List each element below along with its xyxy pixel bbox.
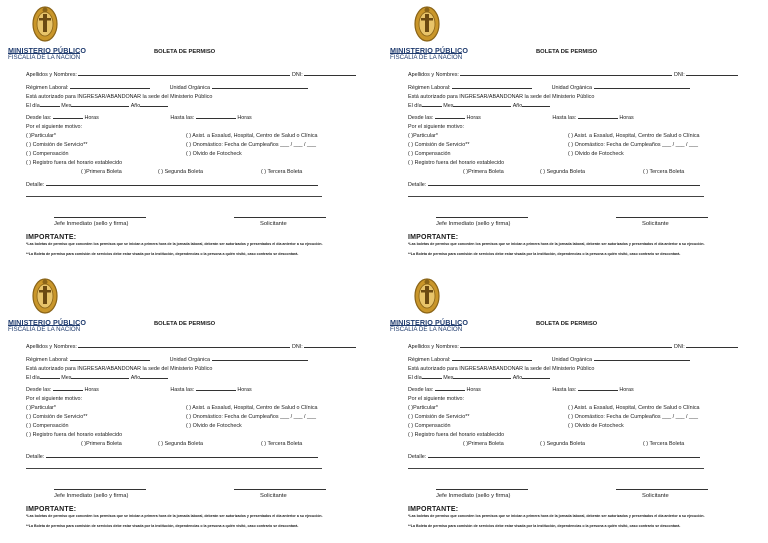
opt-onomastico[interactable]: ( ) Onomástico: Fecha de Cumpleaños ___ / ___ / ___ <box>568 414 699 420</box>
autorizado-text: Está autorizado para INGRESAR/ABANDONAR la sede del Ministerio Público <box>26 94 213 100</box>
unidad-field[interactable] <box>594 355 690 361</box>
anio-label: Año <box>130 103 141 109</box>
detalle-line <box>408 468 704 469</box>
opt-tercera[interactable]: ( ) Tercera Boleta <box>261 169 303 175</box>
opt-asist[interactable]: ( ) Asist. a Essalud, Hospital, Centro de Salud o Clínica <box>186 133 318 139</box>
mes-label: Mes <box>443 375 454 381</box>
solicitante-signature-line <box>234 489 326 490</box>
regimen-label: Régimen Laboral: <box>408 85 451 91</box>
opt-olvido[interactable]: ( ) Olvido de Fotocheck <box>186 423 242 429</box>
dni-field[interactable] <box>686 342 738 348</box>
unidad-label: Unidad Orgánica <box>169 85 211 91</box>
apellidos-field[interactable] <box>78 70 290 76</box>
opt-registro[interactable]: ( ) Registro fuera del horario establecido <box>26 432 123 438</box>
horas-label: Horas <box>237 115 252 121</box>
apellidos-row <box>408 342 738 350</box>
motivo-label: Por el siguiente motivo: <box>26 396 83 402</box>
autorizado-text: Está autorizado para INGRESAR/ABANDONAR la sede del Ministerio Público <box>26 366 213 372</box>
detalle-row <box>408 452 700 460</box>
opt-segunda[interactable]: ( ) Segunda Boleta <box>540 441 585 447</box>
unidad-label: Unidad Orgánica <box>551 85 593 91</box>
ministerio-logo <box>390 4 470 62</box>
unidad-label: Unidad Orgánica <box>169 357 211 363</box>
detalle-label: Detalle: <box>408 182 427 188</box>
jefe-signature-line <box>436 217 528 218</box>
note-2: **La Boleta de permiso para comisión de servicios debe estar visada por la institución, dependencias o la persona a quién visitó, caso contrario se descontará. <box>26 252 299 256</box>
hasta-label: Hasta las: <box>552 387 577 393</box>
motivo-label: Por el siguiente motivo: <box>26 124 83 130</box>
form-title: BOLETA DE PERMISO <box>536 321 598 327</box>
detalle-line <box>408 196 704 197</box>
solicitante-label: Solicitante <box>642 221 669 227</box>
detalle-line <box>26 468 322 469</box>
fecha-row <box>408 101 550 109</box>
importante-label: IMPORTANTE: <box>26 234 77 241</box>
emblem-icon <box>412 276 442 316</box>
dni-label: DNI: <box>291 344 303 350</box>
opt-asist[interactable]: ( ) Asist. a Essalud, Hospital, Centro de Salud o Clínica <box>568 133 700 139</box>
opt-comision[interactable]: ( ) Comisión de Servicio** <box>26 142 88 148</box>
apellidos-row <box>408 70 738 78</box>
regimen-row <box>408 83 690 91</box>
horas-label: Horas <box>619 387 634 393</box>
form-title: BOLETA DE PERMISO <box>536 49 598 55</box>
opt-comision[interactable]: ( ) Comisión de Servicio** <box>408 414 470 420</box>
anio-field[interactable] <box>522 373 550 379</box>
desde-label: Desde las: <box>26 115 52 121</box>
solicitante-signature-line <box>616 489 708 490</box>
apellidos-label: Apellidos y Nombres: <box>26 344 77 350</box>
jefe-label: Jefe Inmediato (sello y firma) <box>54 493 129 499</box>
opt-particular[interactable]: ( )Particular* <box>408 133 438 139</box>
mes-field[interactable] <box>71 373 129 379</box>
solicitante-label: Solicitante <box>260 221 287 227</box>
desde-field[interactable] <box>53 385 83 391</box>
dia-label: El día <box>26 375 40 381</box>
motivo-label: Por el siguiente motivo: <box>408 124 465 130</box>
apellidos-field[interactable] <box>460 342 672 348</box>
hasta-label: Hasta las: <box>170 387 195 393</box>
jefe-label: Jefe Inmediato (sello y firma) <box>436 493 511 499</box>
permit-form-1 <box>6 2 376 267</box>
anio-label: Año <box>512 103 523 109</box>
note-1: *Las boletas de permiso que conceden los permisos que se inician a primera hora de la jornada laboral, deberán ser autorizados y presentados el día anterior a su ejecución. <box>26 514 323 518</box>
detalle-row <box>26 180 318 188</box>
regimen-label: Régimen Laboral: <box>408 357 451 363</box>
hasta-label: Hasta las: <box>552 115 577 121</box>
fecha-row <box>26 101 168 109</box>
opt-registro[interactable]: ( ) Registro fuera del horario establecido <box>408 160 505 166</box>
desde-field[interactable] <box>53 113 83 119</box>
apellidos-row <box>26 342 356 350</box>
opt-onomastico[interactable]: ( ) Onomástico: Fecha de Cumpleaños ___ / ___ / ___ <box>186 414 317 420</box>
fecha-row <box>26 373 168 381</box>
dni-field[interactable] <box>304 70 356 76</box>
opt-registro[interactable]: ( ) Registro fuera del horario establecido <box>26 160 123 166</box>
apellidos-label: Apellidos y Nombres: <box>408 72 459 78</box>
horas-label: Horas <box>84 115 99 121</box>
dia-field[interactable] <box>40 373 60 379</box>
opt-particular[interactable]: ( )Particular* <box>408 405 438 411</box>
dni-field[interactable] <box>304 342 356 348</box>
regimen-field[interactable] <box>70 355 150 361</box>
detalle-field[interactable] <box>428 180 700 186</box>
dia-label: El día <box>26 103 40 109</box>
apellidos-field[interactable] <box>78 342 290 348</box>
detalle-row <box>408 180 700 188</box>
permit-form-4 <box>388 274 758 539</box>
opt-tercera[interactable]: ( ) Tercera Boleta <box>643 441 685 447</box>
anio-label: Año <box>130 375 141 381</box>
note-2: **La Boleta de permiso para comisión de servicios debe estar visada por la institución, dependencias o la persona a quién visitó, caso contrario se descontará. <box>26 524 299 528</box>
anio-field[interactable] <box>140 101 168 107</box>
emblem-icon <box>30 276 60 316</box>
anio-label: Año <box>512 375 523 381</box>
mes-field[interactable] <box>453 101 511 107</box>
opt-segunda[interactable]: ( ) Segunda Boleta <box>540 169 585 175</box>
note-2: **La Boleta de permiso para comisión de servicios debe estar visada por la institución, dependencias o la persona a quién visitó, caso contrario se descontará. <box>408 252 681 256</box>
unidad-field[interactable] <box>212 355 308 361</box>
solicitante-signature-line <box>616 217 708 218</box>
horas-label: Horas <box>237 387 252 393</box>
detalle-field[interactable] <box>46 180 318 186</box>
org-subname: FISCALÍA DE LA NACIÓN <box>8 54 81 61</box>
opt-olvido[interactable]: ( ) Olvido de Fotocheck <box>568 151 624 157</box>
org-subname: FISCALÍA DE LA NACIÓN <box>390 54 463 61</box>
ministerio-logo <box>390 276 470 334</box>
opt-asist[interactable]: ( ) Asist. a Essalud, Hospital, Centro de Salud o Clínica <box>186 405 318 411</box>
opt-particular[interactable]: ( )Particular* <box>26 133 56 139</box>
permit-form-2 <box>388 2 758 267</box>
unidad-field[interactable] <box>594 83 690 89</box>
hasta-label: Hasta las: <box>170 115 195 121</box>
dia-field[interactable] <box>422 373 442 379</box>
motivo-label: Por el siguiente motivo: <box>408 396 465 402</box>
detalle-label: Detalle: <box>26 454 45 460</box>
hasta-field[interactable] <box>196 385 236 391</box>
dia-label: El día <box>408 103 422 109</box>
dia-field[interactable] <box>422 101 442 107</box>
desde-label: Desde las: <box>26 387 52 393</box>
org-subname: FISCALÍA DE LA NACIÓN <box>8 326 81 333</box>
opt-compensacion[interactable]: ( ) Compensación <box>26 151 69 157</box>
ministerio-logo <box>8 276 88 334</box>
horas-label: Horas <box>466 387 481 393</box>
detalle-row <box>26 452 318 460</box>
opt-asist[interactable]: ( ) Asist. a Essalud, Hospital, Centro de Salud o Clínica <box>568 405 700 411</box>
unidad-label: Unidad Orgánica <box>551 357 593 363</box>
opt-segunda[interactable]: ( ) Segunda Boleta <box>158 441 203 447</box>
anio-field[interactable] <box>522 101 550 107</box>
apellidos-label: Apellidos y Nombres: <box>26 72 77 78</box>
opt-compensacion[interactable]: ( ) Compensación <box>26 423 69 429</box>
mes-field[interactable] <box>453 373 511 379</box>
horario-row <box>408 113 634 121</box>
apellidos-label: Apellidos y Nombres: <box>408 344 459 350</box>
mes-label: Mes <box>61 103 72 109</box>
opt-comision[interactable]: ( ) Comisión de Servicio** <box>26 414 88 420</box>
opt-primera[interactable]: ( )Primera Boleta <box>81 441 122 447</box>
note-1: *Las boletas de permiso que conceden los permisos que se inician a primera hora de la jornada laboral, deberán ser autorizados y presentados el día anterior a su ejecución. <box>408 514 705 518</box>
dia-field[interactable] <box>40 101 60 107</box>
emblem-icon <box>412 4 442 44</box>
apellidos-row <box>26 70 356 78</box>
org-name: MINISTERIO PÚBLICO <box>8 46 87 55</box>
opt-compensacion[interactable]: ( ) Compensación <box>408 151 451 157</box>
unidad-field[interactable] <box>212 83 308 89</box>
jefe-signature-line <box>54 217 146 218</box>
regimen-row <box>408 355 690 363</box>
dni-field[interactable] <box>686 70 738 76</box>
note-1: *Las boletas de permiso que conceden los permisos que se inician a primera hora de la jornada laboral, deberán ser autorizados y presentados el día anterior a su ejecución. <box>26 242 323 246</box>
opt-registro[interactable]: ( ) Registro fuera del horario establecido <box>408 432 505 438</box>
detalle-line <box>26 196 322 197</box>
hasta-field[interactable] <box>578 385 618 391</box>
detalle-label: Detalle: <box>26 182 45 188</box>
opt-segunda[interactable]: ( ) Segunda Boleta <box>158 169 203 175</box>
opt-olvido[interactable]: ( ) Olvido de Fotocheck <box>186 151 242 157</box>
regimen-field[interactable] <box>452 355 532 361</box>
jefe-signature-line <box>436 489 528 490</box>
importante-label: IMPORTANTE: <box>26 506 77 513</box>
mes-field[interactable] <box>71 101 129 107</box>
permit-form-3 <box>6 274 376 539</box>
opt-tercera[interactable]: ( ) Tercera Boleta <box>643 169 685 175</box>
mes-label: Mes <box>61 375 72 381</box>
autorizado-text: Está autorizado para INGRESAR/ABANDONAR la sede del Ministerio Público <box>408 366 595 372</box>
opt-tercera[interactable]: ( ) Tercera Boleta <box>261 441 303 447</box>
dni-label: DNI: <box>291 72 303 78</box>
org-name: MINISTERIO PÚBLICO <box>390 318 469 327</box>
opt-primera[interactable]: ( )Primera Boleta <box>81 169 122 175</box>
opt-comision[interactable]: ( ) Comisión de Servicio** <box>408 142 470 148</box>
form-title: BOLETA DE PERMISO <box>154 321 216 327</box>
desde-field[interactable] <box>435 385 465 391</box>
regimen-row <box>26 83 308 91</box>
opt-onomastico[interactable]: ( ) Onomástico: Fecha de Cumpleaños ___ / ___ / ___ <box>186 142 317 148</box>
regimen-label: Régimen Laboral: <box>26 85 69 91</box>
desde-label: Desde las: <box>408 115 434 121</box>
importante-label: IMPORTANTE: <box>408 506 459 513</box>
horario-row <box>408 385 634 393</box>
regimen-field[interactable] <box>452 83 532 89</box>
hasta-field[interactable] <box>196 113 236 119</box>
regimen-row <box>26 355 308 363</box>
form-title: BOLETA DE PERMISO <box>154 49 216 55</box>
note-1: *Las boletas de permiso que conceden los permisos que se inician a primera hora de la jornada laboral, deberán ser autorizados y presentados el día anterior a su ejecución. <box>408 242 705 246</box>
ministerio-logo <box>8 4 88 62</box>
detalle-label: Detalle: <box>408 454 427 460</box>
detalle-field[interactable] <box>46 452 318 458</box>
anio-field[interactable] <box>140 373 168 379</box>
desde-label: Desde las: <box>408 387 434 393</box>
dni-label: DNI: <box>673 344 685 350</box>
jefe-label: Jefe Inmediato (sello y firma) <box>54 221 129 227</box>
fecha-row <box>408 373 550 381</box>
horas-label: Horas <box>466 115 481 121</box>
detalle-field[interactable] <box>428 452 700 458</box>
regimen-label: Régimen Laboral: <box>26 357 69 363</box>
hasta-field[interactable] <box>578 113 618 119</box>
org-name: MINISTERIO PÚBLICO <box>8 318 87 327</box>
horas-label: Horas <box>619 115 634 121</box>
opt-onomastico[interactable]: ( ) Onomástico: Fecha de Cumpleaños ___ / ___ / ___ <box>568 142 699 148</box>
apellidos-field[interactable] <box>460 70 672 76</box>
solicitante-signature-line <box>234 217 326 218</box>
opt-primera[interactable]: ( )Primera Boleta <box>463 441 504 447</box>
regimen-field[interactable] <box>70 83 150 89</box>
desde-field[interactable] <box>435 113 465 119</box>
opt-olvido[interactable]: ( ) Olvido de Fotocheck <box>568 423 624 429</box>
mes-label: Mes <box>443 103 454 109</box>
horas-label: Horas <box>84 387 99 393</box>
autorizado-text: Está autorizado para INGRESAR/ABANDONAR la sede del Ministerio Público <box>408 94 595 100</box>
dia-label: El día <box>408 375 422 381</box>
opt-primera[interactable]: ( )Primera Boleta <box>463 169 504 175</box>
horario-row <box>26 385 252 393</box>
org-name: MINISTERIO PÚBLICO <box>390 46 469 55</box>
note-2: **La Boleta de permiso para comisión de servicios debe estar visada por la institución, dependencias o la persona a quién visitó, caso contrario se descontará. <box>408 524 681 528</box>
dni-label: DNI: <box>673 72 685 78</box>
jefe-label: Jefe Inmediato (sello y firma) <box>436 221 511 227</box>
opt-compensacion[interactable]: ( ) Compensación <box>408 423 451 429</box>
jefe-signature-line <box>54 489 146 490</box>
horario-row <box>26 113 252 121</box>
org-subname: FISCALÍA DE LA NACIÓN <box>390 326 463 333</box>
solicitante-label: Solicitante <box>260 493 287 499</box>
opt-particular[interactable]: ( )Particular* <box>26 405 56 411</box>
solicitante-label: Solicitante <box>642 493 669 499</box>
importante-label: IMPORTANTE: <box>408 234 459 241</box>
emblem-icon <box>30 4 60 44</box>
